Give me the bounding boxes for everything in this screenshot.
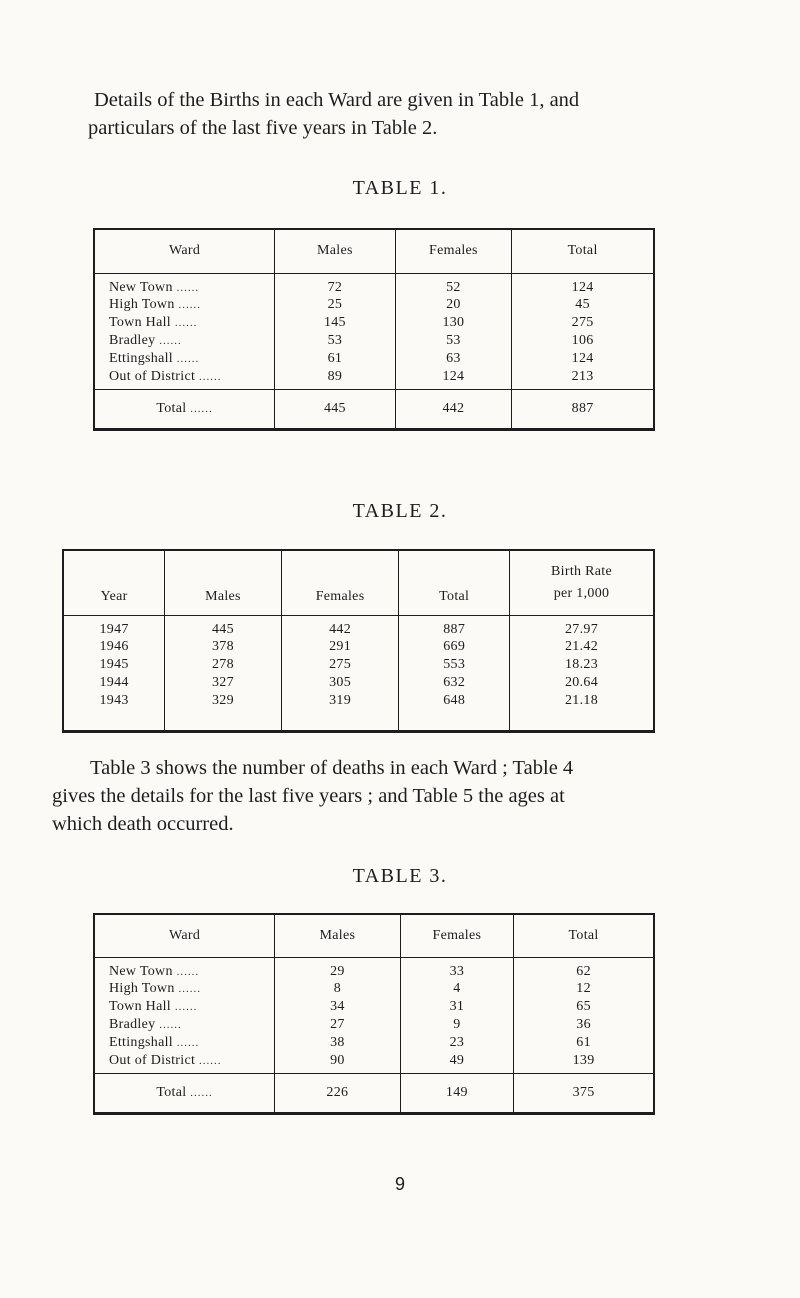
intro-paragraph (88, 86, 716, 142)
females-cell: 23 (400, 1034, 514, 1052)
table2-header-males: Males (165, 550, 282, 615)
females-cell: 130 (395, 314, 512, 332)
leader-dots: ...... (174, 316, 198, 329)
birth-rate-cell: 21.42 (510, 638, 654, 656)
deaths-line-2: gives the details for the last five years ; and Table 5 the ages at (52, 785, 565, 807)
birth-rate-cell: 18.23 (510, 656, 654, 674)
males-cell: 29 (275, 957, 400, 980)
females-cell: 49 (400, 1052, 514, 1070)
table-row (63, 692, 654, 710)
females-cell: 53 (395, 332, 512, 350)
table2-title: TABLE 2. (352, 500, 448, 522)
table2-header-birth-rate-line1: Birth Rate (551, 563, 612, 579)
table-row (94, 980, 654, 998)
leader-dots: ...... (176, 965, 200, 978)
table1 (93, 228, 655, 431)
table3 (93, 913, 655, 1115)
year-cell: 1943 (63, 692, 165, 710)
table3-header-ward: Ward (94, 914, 275, 957)
table1-header-females: Females (395, 229, 512, 273)
deaths-paragraph (52, 754, 722, 838)
leader-dots: ...... (176, 281, 200, 294)
ward-cell (94, 273, 275, 296)
males-cell: 27 (275, 1016, 400, 1034)
males-cell: 90 (275, 1052, 400, 1070)
leader-dots: ...... (198, 1054, 222, 1067)
table-row (94, 1034, 654, 1052)
total-cell: 45 (512, 296, 654, 314)
table3-header-females: Females (400, 914, 514, 957)
total-cell: 213 (512, 368, 654, 386)
total-cell: 106 (512, 332, 654, 350)
males-cell: 61 (275, 350, 395, 368)
ward-cell (94, 350, 275, 368)
table-row (94, 368, 654, 386)
total-cell: 36 (514, 1016, 654, 1034)
table1-total-row (94, 390, 654, 430)
leader-dots: ...... (176, 352, 200, 365)
ward-name: Out of District (109, 1052, 196, 1068)
table-row (94, 314, 654, 332)
table3-total-label-cell (94, 1074, 275, 1114)
table-row (63, 638, 654, 656)
leader-dots: ...... (159, 334, 182, 347)
total-cell: 124 (512, 350, 654, 368)
table3-header-total: Total (514, 914, 654, 957)
leader-dots: ...... (190, 403, 213, 415)
table-row (63, 674, 654, 692)
males-cell: 329 (165, 692, 282, 710)
males-cell: 378 (165, 638, 282, 656)
table3-body (94, 957, 654, 1070)
females-cell: 291 (281, 638, 399, 656)
birth-rate-cell: 20.64 (510, 674, 654, 692)
table3-total-row (94, 1074, 654, 1114)
deaths-line-3: which death occurred. (52, 813, 234, 835)
total-cell: 887 (399, 615, 510, 638)
table2-header-females: Females (281, 550, 399, 615)
total-cell: 62 (514, 957, 654, 980)
table-row (94, 998, 654, 1016)
table-row (94, 350, 654, 368)
ward-cell (94, 368, 275, 386)
table2-header-year: Year (63, 550, 165, 615)
ward-cell (94, 980, 275, 998)
ward-cell (94, 314, 275, 332)
leader-dots: ...... (159, 1018, 182, 1031)
table-row (94, 296, 654, 314)
leader-dots: ...... (178, 298, 201, 311)
ward-name: Ettingshall (109, 350, 173, 366)
females-cell: 442 (281, 615, 399, 638)
total-cell: 648 (399, 692, 510, 710)
year-cell: 1947 (63, 615, 165, 638)
table3-header-males: Males (275, 914, 400, 957)
birth-rate-cell: 21.18 (510, 692, 654, 710)
males-cell: 72 (275, 273, 395, 296)
table1-body (94, 273, 654, 386)
table-row (63, 615, 654, 638)
females-cell: 20 (395, 296, 512, 314)
females-cell: 9 (400, 1016, 514, 1034)
table2-header-total: Total (399, 550, 510, 615)
females-cell: 275 (281, 656, 399, 674)
total-cell: 12 (514, 980, 654, 998)
table1-total-males: 445 (275, 390, 395, 430)
year-cell: 1944 (63, 674, 165, 692)
deaths-line-1: Table 3 shows the number of deaths in each Ward ; Table 4 (90, 757, 574, 779)
total-cell: 632 (399, 674, 510, 692)
year-cell: 1946 (63, 638, 165, 656)
males-cell: 278 (165, 656, 282, 674)
birth-rate-cell: 27.97 (510, 615, 654, 638)
table3-total-label: Total (156, 1085, 187, 1100)
females-cell: 305 (281, 674, 399, 692)
total-cell: 65 (514, 998, 654, 1016)
males-cell: 89 (275, 368, 395, 386)
table1-total-females: 442 (395, 390, 512, 430)
females-cell: 4 (400, 980, 514, 998)
males-cell: 145 (275, 314, 395, 332)
table1-header-ward: Ward (94, 229, 275, 273)
leader-dots: ...... (190, 1087, 213, 1099)
leader-dots: ...... (174, 1000, 198, 1013)
ward-name: Bradley (109, 332, 156, 348)
table1-total-label-cell (94, 390, 275, 430)
males-cell: 34 (275, 998, 400, 1016)
ward-name: High Town (109, 980, 175, 996)
males-cell: 38 (275, 1034, 400, 1052)
table1-total-label: Total (156, 401, 187, 416)
ward-cell (94, 296, 275, 314)
total-cell: 139 (514, 1052, 654, 1070)
table1-title: TABLE 1. (352, 177, 448, 199)
females-cell: 52 (395, 273, 512, 296)
ward-name: New Town (109, 279, 173, 295)
ward-name: Bradley (109, 1016, 156, 1032)
males-cell: 8 (275, 980, 400, 998)
ward-name: Town Hall (109, 998, 171, 1014)
table-row (94, 1052, 654, 1070)
table1-header-total: Total (512, 229, 654, 273)
males-cell: 53 (275, 332, 395, 350)
ward-cell (94, 998, 275, 1016)
year-cell: 1945 (63, 656, 165, 674)
table-row (94, 957, 654, 980)
total-cell: 61 (514, 1034, 654, 1052)
table3-total-males: 226 (275, 1074, 400, 1114)
females-cell: 33 (400, 957, 514, 980)
table2 (62, 549, 655, 733)
females-cell: 124 (395, 368, 512, 386)
table3-title: TABLE 3. (352, 865, 448, 887)
ward-name: Town Hall (109, 314, 171, 330)
total-cell: 553 (399, 656, 510, 674)
table-row (94, 332, 654, 350)
table1-total-total: 887 (512, 390, 654, 430)
intro-line-1: Details of the Births in each Ward are given in Table 1, and (94, 89, 580, 111)
table1-header-males: Males (275, 229, 395, 273)
total-cell: 124 (512, 273, 654, 296)
intro-line-2: particulars of the last five years in Table 2. (88, 117, 438, 139)
table2-header-birth-rate (510, 550, 654, 615)
males-cell: 25 (275, 296, 395, 314)
ward-cell (94, 1052, 275, 1070)
table-row (94, 273, 654, 296)
ward-cell (94, 957, 275, 980)
ward-cell (94, 1034, 275, 1052)
table3-total-females: 149 (400, 1074, 514, 1114)
females-cell: 31 (400, 998, 514, 1016)
ward-cell (94, 332, 275, 350)
total-cell: 275 (512, 314, 654, 332)
ward-name: Out of District (109, 368, 196, 384)
page-number: 9 (394, 1174, 405, 1194)
table-row (63, 656, 654, 674)
males-cell: 327 (165, 674, 282, 692)
females-cell: 63 (395, 350, 512, 368)
table2-header-birth-rate-line2: per 1,000 (553, 585, 610, 601)
total-cell: 669 (399, 638, 510, 656)
ward-name: High Town (109, 296, 175, 312)
females-cell: 319 (281, 692, 399, 710)
table-row (94, 1016, 654, 1034)
leader-dots: ...... (198, 370, 222, 383)
ward-cell (94, 1016, 275, 1034)
leader-dots: ...... (176, 1036, 200, 1049)
leader-dots: ...... (178, 982, 201, 995)
ward-name: Ettingshall (109, 1034, 173, 1050)
ward-name: New Town (109, 963, 173, 979)
males-cell: 445 (165, 615, 282, 638)
table2-body (63, 615, 654, 710)
table3-total-total: 375 (514, 1074, 654, 1114)
